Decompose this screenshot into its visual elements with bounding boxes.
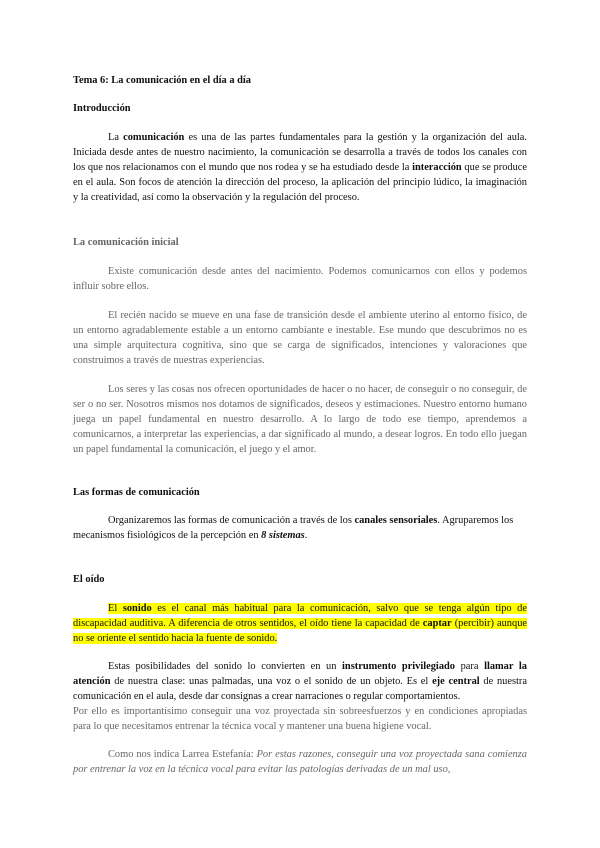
heading-formas-comunicacion: Las formas de comunicación <box>73 487 200 498</box>
intro-paragraph: La comunicación es una de las partes fundamentales para la gestión y la organización del aula. Iniciada desde antes de nuestro nacimiento, la comunicación se desarrolla a través de todos los canales con los que nos relacionamos con el mundo que nos rodea y se ha estudiado desde la interacción que se produce en el aula. Son focos de atención la dirección del proceso, la aplicación del principio lúdico, la imaginación y la creatividad, así como la observación y la regulación del proceso. <box>73 132 527 203</box>
formas-paragraph: Organizaremos las formas de comunicación a través de los canales sensoriales. Agruparemos los mecanismos fisiológicos de la percepción en 8 sistemas. <box>73 515 514 541</box>
document-title: Tema 6: La comunicación en el día a día <box>73 75 251 86</box>
inicial-paragraph-1: Existe comunicación desde antes del nacimiento. Podemos comunicarnos con ellos y podemos influir sobre ellos. <box>73 266 527 292</box>
heading-el-oido: El oído <box>73 574 105 585</box>
oido-paragraph-3: Por ello es importantísimo conseguir una voz proyectada sin sobreesfuerzos y en condiciones apropiadas para lo que necesitamos entrenar la técnica vocal y mantener una buena higiene vocal. <box>73 706 527 732</box>
inicial-paragraph-2: El recién nacido se mueve en una fase de transición desde el ambiente uterino al entorno físico, de un entorno agradablemente estable a un entorno cambiante e inestable. Ese mundo que descubrimos no es una simple arquitectura cognitiva, sino que se carga de significados, intenciones y valoraciones que construimos a través de nuestras experiencias. <box>73 310 527 366</box>
oido-highlighted-paragraph: El sonido es el canal más habitual para la comunicación, salvo que se tenga algún tipo de discapacidad auditiva. A diferencia de otros sentidos, el oído tiene la capacidad de captar (percibir) aunque no se oriente el sentido hacia la fuente de sonido. <box>73 603 527 644</box>
heading-introduccion: Introducción <box>73 103 131 114</box>
oido-paragraph-2: Estas posibilidades del sonido lo convierten en un instrumento privilegiado para llamar la atención de nuestra clase: unas palmadas, una voz o el sonido de un objeto. Es el eje central de nuestra comunicación en el aula, desde dar consignas a crear narraciones o regular comportamientos. <box>73 661 527 702</box>
inicial-paragraph-3: Los seres y las cosas nos ofrecen oportunidades de hacer o no hacer, de conseguir o no conseguir, de ser o no ser. Nosotros mismos nos dotamos de significados, deseos y estimaciones. Nuestro entorno humano juega un papel fundamental en nuestro desarrollo. A lo largo de todo ese tiempo, aprendemos a comunicarnos, a interpretar las experiencias, a dar significado al mundo, a desear logros. En todo ello juegan un papel fundamental la comunicación, el juego y el amor. <box>73 384 527 455</box>
heading-comunicacion-inicial: La comunicación inicial <box>73 237 179 248</box>
quote-paragraph: Como nos indica Larrea Estefanía: Por estas razones, conseguir una voz proyectada sana comienza por entrenar la voz en la técnica vocal para evitar las patologías derivadas de un mal uso, <box>73 749 527 775</box>
